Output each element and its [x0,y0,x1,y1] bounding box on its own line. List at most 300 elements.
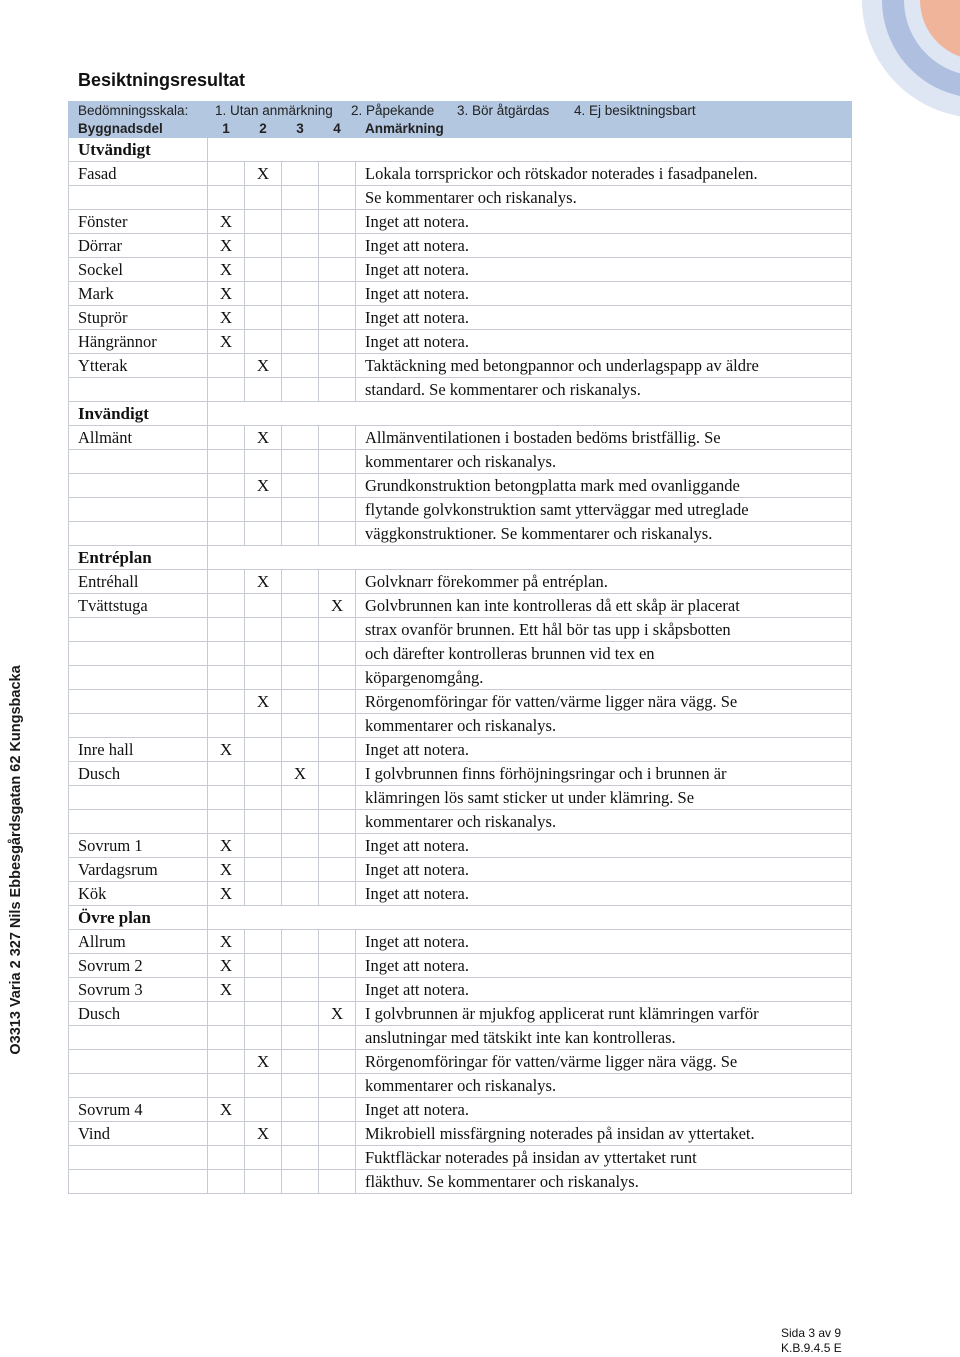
remark-text: Inget att notera. [356,210,852,234]
building-part: Hängrännor [69,330,208,354]
remark-text: Inget att notera. [356,930,852,954]
grade-mark: X [208,234,245,258]
table-row [69,714,852,738]
grade-cell [319,354,356,378]
grade-mark: X [282,762,319,786]
grade-cell [282,978,319,1002]
grade-mark: X [245,426,282,450]
building-part: Dusch [69,1002,208,1026]
grade-cell [208,1146,245,1170]
grade-cell [319,378,356,402]
grade-cell [282,594,319,618]
grade-mark: X [208,882,245,906]
grade-cell [319,1050,356,1074]
grade-cell [319,810,356,834]
grade-cell [245,762,282,786]
grade-cell [245,978,282,1002]
table-row [69,1026,852,1050]
grade-cell [319,498,356,522]
grade-cell [282,1050,319,1074]
building-part [69,522,208,546]
remark-text: Rörgenomföringar för vatten/värme ligger nära vägg. Se [356,690,852,714]
grade-cell [282,162,319,186]
grade-cell [319,306,356,330]
section-row [69,546,852,570]
table-row [69,330,852,354]
header-col-4: 4 [319,120,356,138]
grade-mark: X [208,330,245,354]
building-part [69,714,208,738]
grade-cell [319,954,356,978]
building-part: Fasad [69,162,208,186]
table-header-row [69,120,852,138]
grade-cell [245,210,282,234]
table-row [69,810,852,834]
grade-mark: X [208,306,245,330]
grade-cell [245,450,282,474]
grade-cell [282,1170,319,1194]
grade-cell [245,234,282,258]
grade-cell [208,1074,245,1098]
grade-cell [319,666,356,690]
table-row [69,354,852,378]
remark-text: Taktäckning med betongpannor och underlagspapp av äldre [356,354,852,378]
building-part: Allmänt [69,426,208,450]
remark-text: Lokala torrsprickor och rötskador noterades i fasadpanelen. [356,162,852,186]
building-part: Stuprör [69,306,208,330]
grade-cell [208,1170,245,1194]
section-row [69,402,852,426]
building-part: Sockel [69,258,208,282]
building-part: Dusch [69,762,208,786]
grade-cell [282,690,319,714]
grade-cell [282,522,319,546]
scale-items [208,102,852,120]
table-row [69,954,852,978]
remark-text: Mikrobiell missfärgning noterades på insidan av yttertaket. [356,1122,852,1146]
grade-cell [208,714,245,738]
building-part: Vardagsrum [69,858,208,882]
grade-cell [282,210,319,234]
remark-text: strax ovanför brunnen. Ett hål bör tas upp i skåpsbotten [356,618,852,642]
table-row [69,618,852,642]
table-row [69,450,852,474]
grade-cell [282,882,319,906]
grade-mark: X [208,978,245,1002]
remark-text: Inget att notera. [356,954,852,978]
table-row [69,882,852,906]
grade-cell [319,834,356,858]
grade-cell [319,930,356,954]
building-part: Dörrar [69,234,208,258]
table-row [69,1050,852,1074]
table-row [69,738,852,762]
grade-cell [282,1002,319,1026]
grade-cell [245,954,282,978]
grade-mark: X [208,258,245,282]
section-name: Invändigt [69,402,208,426]
grade-cell [245,522,282,546]
remark-text: anslutningar med tätskikt inte kan kontrolleras. [356,1026,852,1050]
remark-text: Inget att notera. [356,1098,852,1122]
table-row [69,426,852,450]
grade-cell [282,474,319,498]
grade-cell [208,786,245,810]
grading-scale-row [69,102,852,120]
grade-cell [282,1074,319,1098]
remark-text: Inget att notera. [356,738,852,762]
page-number: Sida 3 av 9 [781,1326,842,1340]
grade-cell [319,474,356,498]
table-row [69,522,852,546]
grade-cell [319,522,356,546]
remark-text: kommentarer och riskanalys. [356,810,852,834]
table-row [69,162,852,186]
remark-text: kommentarer och riskanalys. [356,450,852,474]
grade-mark: X [245,1122,282,1146]
building-part: Entréhall [69,570,208,594]
grade-cell [208,354,245,378]
grade-cell [282,810,319,834]
grade-cell [282,354,319,378]
remark-text: Golvknarr förekommer på entréplan. [356,570,852,594]
remark-text: fläkthuv. Se kommentarer och riskanalys. [356,1170,852,1194]
building-part [69,1146,208,1170]
grade-cell [208,690,245,714]
grade-cell [282,570,319,594]
grade-cell [282,258,319,282]
building-part: Sovrum 3 [69,978,208,1002]
grade-cell [319,426,356,450]
table-row [69,570,852,594]
grade-mark: X [245,1050,282,1074]
grade-cell [245,1002,282,1026]
grade-mark: X [245,162,282,186]
grade-cell [282,1122,319,1146]
grade-cell [245,1146,282,1170]
table-row [69,978,852,1002]
table-row [69,474,852,498]
section-empty-cell [208,546,852,570]
grade-cell [208,1050,245,1074]
grade-cell [282,186,319,210]
grade-cell [282,714,319,738]
grade-cell [282,1026,319,1050]
section-name: Övre plan [69,906,208,930]
table-row [69,786,852,810]
remark-text: Rörgenomföringar för vatten/värme ligger nära vägg. Se [356,1050,852,1074]
grade-mark: X [208,210,245,234]
grade-cell [319,978,356,1002]
grade-mark: X [319,1002,356,1026]
remark-text: I golvbrunnen är mjukfog applicerat runt klämringen varför [356,1002,852,1026]
grade-cell [282,1146,319,1170]
grade-cell [208,666,245,690]
grade-cell [245,378,282,402]
grade-cell [319,330,356,354]
header-part: Byggnadsdel [69,120,208,138]
remark-text: Inget att notera. [356,258,852,282]
grade-cell [319,162,356,186]
table-row [69,1098,852,1122]
grade-cell [282,834,319,858]
section-name: Utvändigt [69,138,208,162]
grade-cell [282,426,319,450]
grade-mark: X [245,570,282,594]
grade-cell [245,642,282,666]
grade-cell [319,234,356,258]
grade-cell [208,762,245,786]
grade-mark: X [208,834,245,858]
grade-cell [208,162,245,186]
grade-cell [282,1098,319,1122]
building-part [69,378,208,402]
remark-text: väggkonstruktioner. Se kommentarer och riskanalys. [356,522,852,546]
building-part: Vind [69,1122,208,1146]
grade-cell [319,570,356,594]
grade-mark: X [245,354,282,378]
grade-cell [208,618,245,642]
remark-text: Inget att notera. [356,234,852,258]
grade-cell [208,498,245,522]
grade-cell [245,834,282,858]
section-row [69,906,852,930]
grade-cell [208,642,245,666]
table-row [69,762,852,786]
grade-cell [319,1146,356,1170]
building-part [69,474,208,498]
building-part: Sovrum 1 [69,834,208,858]
remark-text: kommentarer och riskanalys. [356,1074,852,1098]
header-col-2: 2 [245,120,282,138]
grade-cell [208,1026,245,1050]
remark-text: och därefter kontrolleras brunnen vid tex en [356,642,852,666]
grade-cell [208,1122,245,1146]
building-part: Inre hall [69,738,208,762]
grade-cell [319,282,356,306]
scale-item-3: 3. Bör åtgärdas [457,103,550,118]
remark-text: Allmänventilationen i bostaden bedöms bristfällig. Se [356,426,852,450]
building-part: Sovrum 4 [69,1098,208,1122]
building-part [69,810,208,834]
grade-cell [319,450,356,474]
grade-cell [282,306,319,330]
section-empty-cell [208,138,852,162]
building-part: Tvättstuga [69,594,208,618]
grade-cell [245,1170,282,1194]
table-row [69,834,852,858]
building-part [69,642,208,666]
side-label: O3313 Varia 2 327 Nils Ebbesgårdsgatan 62 Kungsbacka [8,665,24,1055]
header-col-1: 1 [208,120,245,138]
table-row [69,306,852,330]
table-row [69,1002,852,1026]
table-row [69,690,852,714]
grade-cell [282,234,319,258]
grade-cell [245,282,282,306]
building-part [69,690,208,714]
building-part [69,666,208,690]
remark-text: klämringen lös samt sticker ut under klämring. Se [356,786,852,810]
grade-cell [319,1026,356,1050]
building-part [69,450,208,474]
results-table [68,101,852,1194]
table-row [69,1074,852,1098]
building-part: Ytterak [69,354,208,378]
grade-cell [319,642,356,666]
grade-cell [245,330,282,354]
remark-text: Grundkonstruktion betongplatta mark med ovanliggande [356,474,852,498]
grade-cell [282,666,319,690]
grade-mark: X [208,930,245,954]
section-name: Entréplan [69,546,208,570]
grade-cell [282,618,319,642]
table-row [69,1122,852,1146]
remark-text: Inget att notera. [356,330,852,354]
remark-text: standard. Se kommentarer och riskanalys. [356,378,852,402]
table-row [69,1170,852,1194]
table-row [69,378,852,402]
table-row [69,930,852,954]
grade-cell [282,858,319,882]
remark-text: Inget att notera. [356,306,852,330]
grade-cell [208,522,245,546]
section-empty-cell [208,906,852,930]
grade-mark: X [208,954,245,978]
grade-cell [282,450,319,474]
section-row [69,138,852,162]
grade-cell [245,930,282,954]
table-row [69,498,852,522]
page-title: Besiktningsresultat [78,70,246,90]
grade-mark: X [208,738,245,762]
grade-cell [319,762,356,786]
grade-cell [245,1098,282,1122]
building-part [69,786,208,810]
building-part [69,1050,208,1074]
scale-item-4: 4. Ej besiktningsbart [574,103,696,118]
remark-text: Inget att notera. [356,978,852,1002]
grade-mark: X [245,690,282,714]
grade-cell [245,594,282,618]
grade-cell [208,186,245,210]
table-row [69,1146,852,1170]
page-footer [781,1326,842,1356]
grade-mark: X [208,282,245,306]
grade-cell [245,618,282,642]
section-empty-cell [208,402,852,426]
grade-cell [319,618,356,642]
grade-cell [282,330,319,354]
building-part [69,186,208,210]
grade-cell [208,594,245,618]
grade-cell [282,954,319,978]
grade-cell [282,378,319,402]
grade-cell [319,258,356,282]
remark-text: I golvbrunnen finns förhöjningsringar och i brunnen är [356,762,852,786]
remark-text: Inget att notera. [356,882,852,906]
grade-cell [208,426,245,450]
building-part [69,498,208,522]
building-part: Fönster [69,210,208,234]
table-row [69,858,852,882]
remark-text: Se kommentarer och riskanalys. [356,186,852,210]
scale-item-1: 1. Utan anmärkning [215,103,333,118]
building-part: Kök [69,882,208,906]
grade-cell [245,666,282,690]
header-remark: Anmärkning [356,120,852,138]
grade-cell [319,738,356,762]
table-row [69,594,852,618]
grade-cell [245,1074,282,1098]
table-row [69,234,852,258]
remark-text: Inget att notera. [356,282,852,306]
remark-text: Golvbrunnen kan inte kontrolleras då ett skåp är placerat [356,594,852,618]
scale-label: Bedömningsskala: [69,102,208,120]
grade-cell [319,186,356,210]
building-part [69,618,208,642]
grade-mark: X [319,594,356,618]
grade-cell [245,858,282,882]
grade-cell [208,450,245,474]
grade-cell [319,1074,356,1098]
grade-cell [319,786,356,810]
grade-cell [208,1002,245,1026]
grade-cell [245,882,282,906]
grade-cell [282,930,319,954]
grade-cell [208,378,245,402]
remark-text: köpargenomgång. [356,666,852,690]
remark-text: Inget att notera. [356,834,852,858]
building-part [69,1170,208,1194]
grade-cell [245,306,282,330]
grade-cell [245,186,282,210]
header-col-3: 3 [282,120,319,138]
grade-cell [319,210,356,234]
grade-cell [319,858,356,882]
grade-cell [319,714,356,738]
grade-cell [282,738,319,762]
grade-mark: X [245,474,282,498]
building-part [69,1074,208,1098]
grade-cell [319,1098,356,1122]
building-part: Allrum [69,930,208,954]
grade-cell [282,282,319,306]
grade-cell [245,714,282,738]
table-row [69,282,852,306]
table-row [69,210,852,234]
table-row [69,258,852,282]
document-code: K.B.9.4.5 E [781,1341,842,1355]
grade-cell [245,1026,282,1050]
grade-cell [319,1122,356,1146]
grade-cell [319,882,356,906]
grade-cell [282,786,319,810]
table-row [69,642,852,666]
remark-text: flytande golvkonstruktion samt ytterväggar med utreglade [356,498,852,522]
building-part: Sovrum 2 [69,954,208,978]
grade-cell [208,474,245,498]
grade-cell [245,498,282,522]
grade-cell [245,786,282,810]
scale-item-2: 2. Påpekande [351,103,435,118]
remark-text: kommentarer och riskanalys. [356,714,852,738]
grade-cell [208,570,245,594]
remark-text: Fuktfläckar noterades på insidan av yttertaket runt [356,1146,852,1170]
grade-cell [208,810,245,834]
grade-cell [282,642,319,666]
grade-cell [319,1170,356,1194]
